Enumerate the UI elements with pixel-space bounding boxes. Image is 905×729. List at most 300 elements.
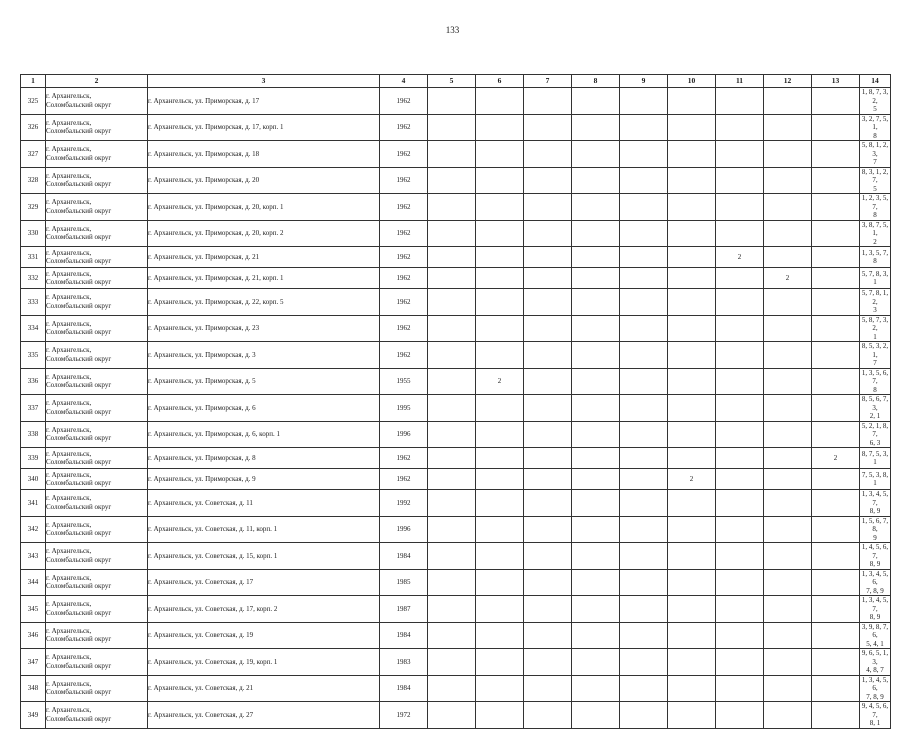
district-cell [46, 88, 148, 115]
district-name: Соломбальский округ [46, 502, 112, 511]
column-header-8: 8 [572, 75, 620, 88]
column-8-cell [572, 88, 620, 115]
column-5-cell [428, 490, 476, 517]
district-city: г. Архангельск, [46, 372, 92, 381]
column-11-cell [716, 675, 764, 702]
column-5-cell [428, 220, 476, 247]
column-6-cell [476, 543, 524, 570]
column-6-cell [476, 194, 524, 221]
column-11-cell [716, 194, 764, 221]
column-14-line-2: 2, 1 [869, 412, 881, 420]
column-9-cell [620, 421, 668, 448]
district-cell [46, 395, 148, 422]
column-12-cell [764, 141, 812, 168]
column-14-line-1: 3, 2, 7, 5, 1, [861, 114, 889, 131]
column-13-cell [812, 141, 860, 168]
column-9-cell [620, 448, 668, 469]
column-12-cell [764, 622, 812, 649]
year-cell: 1992 [380, 490, 428, 517]
column-7-cell [524, 289, 572, 316]
district-city: г. Архангельск, [46, 470, 92, 479]
column-8-cell [572, 289, 620, 316]
year-cell: 1996 [380, 421, 428, 448]
column-9-cell [620, 289, 668, 316]
data-table [20, 74, 891, 729]
column-5-cell [428, 421, 476, 448]
address-cell: г. Архангельск, ул. Приморская, д. 8 [148, 448, 380, 469]
column-10-cell [668, 622, 716, 649]
column-11-cell [716, 289, 764, 316]
column-14-line-1: 5, 7, 8, 1, 2, [861, 289, 889, 306]
column-7-cell [524, 220, 572, 247]
column-6-cell [476, 289, 524, 316]
column-11-cell [716, 448, 764, 469]
column-14-line-2: 9 [873, 533, 877, 542]
district-city: г. Архангельск, [46, 520, 92, 529]
column-11-cell [716, 167, 764, 194]
row-number: 339 [21, 448, 46, 469]
column-6-cell [476, 516, 524, 543]
row-number: 340 [21, 469, 46, 490]
row-number: 328 [21, 167, 46, 194]
column-14-line-1: 1, 3, 4, 5, 6, [861, 569, 889, 586]
column-5-cell [428, 88, 476, 115]
column-5-cell [428, 469, 476, 490]
column-13-cell [812, 220, 860, 247]
district-name: Соломбальский округ [46, 381, 112, 390]
column-header-5: 5 [428, 75, 476, 88]
column-12-cell [764, 88, 812, 115]
district-city: г. Архангельск, [46, 319, 92, 328]
column-9-cell [620, 395, 668, 422]
column-8-cell [572, 596, 620, 623]
column-13-cell [812, 516, 860, 543]
row-number: 336 [21, 368, 46, 395]
district-city: г. Архангельск, [46, 653, 92, 662]
year-cell: 1972 [380, 702, 428, 729]
district-city: г. Архангельск, [46, 269, 92, 278]
column-14-line-1: 9, 6, 5, 1, 3, [861, 649, 889, 666]
column-11-cell [716, 114, 764, 141]
column-13-cell [812, 194, 860, 221]
column-14-cell [860, 88, 891, 115]
table-row [21, 421, 891, 448]
column-8-cell [572, 675, 620, 702]
column-8-cell [572, 342, 620, 369]
row-number: 326 [21, 114, 46, 141]
district-city: г. Архангельск, [46, 626, 92, 635]
column-10-cell [668, 268, 716, 289]
district-cell [46, 490, 148, 517]
column-8-cell [572, 490, 620, 517]
column-11-cell [716, 622, 764, 649]
column-14-line-2: 4, 8, 7 [866, 666, 884, 674]
column-14-line-2: 8, 9 [869, 507, 881, 515]
column-7-cell [524, 702, 572, 729]
address-cell: г. Архангельск, ул. Приморская, д. 6, корп. 1 [148, 421, 380, 448]
district-cell [46, 268, 148, 289]
column-7-cell [524, 675, 572, 702]
table-row [21, 469, 891, 490]
column-header-7: 7 [524, 75, 572, 88]
column-header-6: 6 [476, 75, 524, 88]
column-14-line-1: 1, 4, 5, 6, 7, [861, 543, 889, 560]
column-14-cell [860, 649, 891, 676]
column-14-line-2: 1 [873, 332, 877, 341]
column-7-cell [524, 368, 572, 395]
column-14-cell [860, 194, 891, 221]
district-cell [46, 622, 148, 649]
column-10-cell [668, 220, 716, 247]
column-14-line-1: 9, 4, 5, 6, 7, [861, 702, 889, 719]
row-number: 332 [21, 268, 46, 289]
table-row [21, 315, 891, 342]
column-10-cell [668, 421, 716, 448]
column-7-cell [524, 395, 572, 422]
column-6-cell [476, 569, 524, 596]
table-row [21, 141, 891, 168]
column-9-cell [620, 702, 668, 729]
column-5-cell [428, 675, 476, 702]
column-6-cell [476, 469, 524, 490]
address-cell: г. Архангельск, ул. Советская, д. 19 [148, 622, 380, 649]
column-14-line-2: 7, 8, 9 [866, 692, 884, 701]
column-header-2: 2 [46, 75, 148, 88]
address-cell: г. Архангельск, ул. Приморская, д. 20, корп. 1 [148, 194, 380, 221]
column-14-cell [860, 167, 891, 194]
column-header-14: 14 [860, 75, 891, 88]
column-14-cell [860, 368, 891, 395]
year-cell: 1987 [380, 596, 428, 623]
table-row [21, 194, 891, 221]
row-number: 335 [21, 342, 46, 369]
column-11-cell [716, 649, 764, 676]
column-9-cell [620, 88, 668, 115]
column-10-cell [668, 141, 716, 168]
column-6-cell [476, 622, 524, 649]
column-6-cell [476, 114, 524, 141]
row-number: 344 [21, 569, 46, 596]
column-header-13: 13 [812, 75, 860, 88]
column-10-cell [668, 342, 716, 369]
district-cell [46, 167, 148, 194]
column-5-cell [428, 289, 476, 316]
district-cell [46, 220, 148, 247]
column-9-cell [620, 622, 668, 649]
district-name: Соломбальский округ [46, 479, 112, 487]
year-cell: 1985 [380, 569, 428, 596]
column-7-cell [524, 194, 572, 221]
address-cell: г. Архангельск, ул. Приморская, д. 5 [148, 368, 380, 395]
column-10-cell [668, 247, 716, 268]
column-13-cell [812, 315, 860, 342]
column-14-cell [860, 421, 891, 448]
row-number: 348 [21, 675, 46, 702]
address-cell: г. Архангельск, ул. Приморская, д. 3 [148, 342, 380, 369]
year-cell: 1996 [380, 516, 428, 543]
table-row [21, 448, 891, 469]
district-name: Соломбальский округ [46, 206, 112, 215]
column-10-cell [668, 368, 716, 395]
column-10-cell [668, 702, 716, 729]
column-header-11: 11 [716, 75, 764, 88]
column-5-cell [428, 342, 476, 369]
column-12-cell [764, 469, 812, 490]
district-name: Соломбальский округ [46, 257, 112, 265]
column-9-cell [620, 368, 668, 395]
column-9-cell [620, 194, 668, 221]
year-cell: 1962 [380, 88, 428, 115]
district-cell [46, 675, 148, 702]
column-11-cell [716, 368, 764, 395]
column-7-cell [524, 421, 572, 448]
column-5-cell [428, 649, 476, 676]
column-14-line-2: 8 [873, 131, 877, 140]
district-name: Соломбальский округ [46, 127, 112, 136]
column-14-cell [860, 469, 891, 490]
column-14-line-2: 6, 3 [869, 438, 881, 447]
district-cell [46, 543, 148, 570]
address-cell: г. Архангельск, ул. Приморская, д. 22, корп. 5 [148, 289, 380, 316]
column-6-cell [476, 649, 524, 676]
column-7-cell [524, 268, 572, 289]
column-14-line-1: 3, 8, 7, 5, 1, [861, 220, 889, 237]
district-cell [46, 368, 148, 395]
district-name: Соломбальский округ [46, 608, 112, 617]
column-6-cell [476, 675, 524, 702]
column-header-1: 1 [21, 75, 46, 88]
district-name: Соломбальский округ [46, 354, 112, 363]
table-row [21, 247, 891, 268]
column-8-cell [572, 448, 620, 469]
column-8-cell [572, 315, 620, 342]
year-cell: 1984 [380, 622, 428, 649]
address-cell: г. Архангельск, ул. Приморская, д. 21, корп. 1 [148, 268, 380, 289]
column-10-cell [668, 569, 716, 596]
district-name: Соломбальский округ [46, 688, 112, 697]
column-13-cell [812, 675, 860, 702]
district-city: г. Архангельск, [46, 248, 92, 257]
address-cell: г. Архангельск, ул. Приморская, д. 17 [148, 88, 380, 115]
column-8-cell [572, 543, 620, 570]
column-5-cell [428, 569, 476, 596]
column-8-cell [572, 469, 620, 490]
column-8-cell [572, 167, 620, 194]
column-11-cell [716, 490, 764, 517]
column-13-cell [812, 622, 860, 649]
column-11-cell [716, 315, 764, 342]
column-6-cell [476, 395, 524, 422]
column-14-line-1: 8, 5, 6, 7, 3, [861, 395, 889, 412]
district-name: Соломбальский округ [46, 233, 112, 242]
address-cell: г. Архангельск, ул. Приморская, д. 21 [148, 247, 380, 268]
column-8-cell [572, 649, 620, 676]
column-14-cell [860, 315, 891, 342]
column-10-cell [668, 315, 716, 342]
row-number: 329 [21, 194, 46, 221]
column-6-cell [476, 141, 524, 168]
column-5-cell [428, 622, 476, 649]
column-5-cell [428, 448, 476, 469]
column-8-cell [572, 220, 620, 247]
year-cell: 1962 [380, 141, 428, 168]
column-5-cell [428, 315, 476, 342]
district-name: Соломбальский округ [46, 582, 112, 591]
table-row [21, 543, 891, 570]
district-name: Соломбальский округ [46, 555, 112, 564]
row-number: 341 [21, 490, 46, 517]
district-city: г. Архангельск, [46, 449, 92, 458]
year-cell: 1984 [380, 675, 428, 702]
column-14-line-2: 8, 9 [869, 613, 881, 621]
year-cell: 1962 [380, 167, 428, 194]
column-12-cell [764, 569, 812, 596]
column-12-cell [764, 448, 812, 469]
column-8-cell [572, 569, 620, 596]
column-14-line-1: 5, 2, 1, 8, 7, [861, 421, 889, 438]
district-cell [46, 649, 148, 676]
column-13-cell [812, 289, 860, 316]
column-13-cell [812, 342, 860, 369]
year-cell: 1955 [380, 368, 428, 395]
column-14-cell [860, 448, 891, 469]
column-8-cell [572, 395, 620, 422]
column-14-line-2: 2 [873, 237, 877, 246]
column-7-cell [524, 649, 572, 676]
column-12-cell [764, 596, 812, 623]
column-6-cell [476, 596, 524, 623]
column-14-cell [860, 596, 891, 623]
column-9-cell [620, 469, 668, 490]
column-12-cell [764, 247, 812, 268]
column-13-cell [812, 268, 860, 289]
district-name: Соломбальский округ [46, 529, 112, 538]
address-cell: г. Архангельск, ул. Приморская, д. 20 [148, 167, 380, 194]
column-14-cell [860, 516, 891, 543]
table-row [21, 268, 891, 289]
column-7-cell [524, 543, 572, 570]
district-cell [46, 141, 148, 168]
column-14-line-2: 7, 8, 9 [866, 586, 884, 595]
column-14-cell [860, 268, 891, 289]
column-5-cell [428, 194, 476, 221]
district-city: г. Архангельск, [46, 399, 92, 408]
district-city: г. Архангельск, [46, 198, 92, 207]
column-14-line-1: 1, 3, 5, 6, 7, [861, 368, 889, 385]
column-header-9: 9 [620, 75, 668, 88]
column-10-cell [668, 490, 716, 517]
row-number: 330 [21, 220, 46, 247]
header-row [21, 75, 891, 88]
column-14-cell [860, 342, 891, 369]
column-14-cell [860, 395, 891, 422]
column-11-cell [716, 220, 764, 247]
row-number: 347 [21, 649, 46, 676]
table-row [21, 490, 891, 517]
column-12-cell [764, 167, 812, 194]
column-12-cell [764, 220, 812, 247]
column-14-cell [860, 702, 891, 729]
column-5-cell [428, 596, 476, 623]
column-14-cell [860, 569, 891, 596]
column-14-cell [860, 114, 891, 141]
district-city: г. Архангельск, [46, 679, 92, 688]
column-9-cell [620, 649, 668, 676]
column-12-cell [764, 543, 812, 570]
column-7-cell [524, 114, 572, 141]
address-cell: г. Архангельск, ул. Советская, д. 21 [148, 675, 380, 702]
table-row [21, 88, 891, 115]
column-12-cell [764, 342, 812, 369]
address-cell: г. Архангельск, ул. Приморская, д. 20, корп. 2 [148, 220, 380, 247]
year-cell: 1962 [380, 220, 428, 247]
column-7-cell [524, 247, 572, 268]
column-12-cell [764, 114, 812, 141]
column-14-line-1: 5, 8, 1, 2, 3, [861, 141, 889, 158]
address-cell: г. Архангельск, ул. Советская, д. 17 [148, 569, 380, 596]
column-14-cell [860, 622, 891, 649]
district-name: Соломбальский округ [46, 301, 112, 310]
column-14-line-2: 7 [873, 359, 877, 367]
column-9-cell [620, 490, 668, 517]
column-10-cell [668, 596, 716, 623]
row-number: 338 [21, 421, 46, 448]
column-9-cell [620, 268, 668, 289]
column-5-cell [428, 516, 476, 543]
row-number: 334 [21, 315, 46, 342]
column-9-cell [620, 596, 668, 623]
district-cell [46, 702, 148, 729]
column-6-cell [476, 342, 524, 369]
district-cell [46, 448, 148, 469]
column-10-cell [668, 114, 716, 141]
district-city: г. Архангельск, [46, 494, 92, 503]
column-10-cell [668, 88, 716, 115]
column-9-cell [620, 315, 668, 342]
row-number: 325 [21, 88, 46, 115]
column-5-cell [428, 368, 476, 395]
column-10-cell [668, 516, 716, 543]
column-11-cell [716, 395, 764, 422]
column-12-cell [764, 194, 812, 221]
column-14-line-1: 8, 7, 5, 3, 1 [861, 449, 889, 466]
table-row [21, 516, 891, 543]
table-body [21, 88, 891, 729]
row-number: 331 [21, 247, 46, 268]
district-city: г. Архангельск, [46, 547, 92, 556]
column-12-cell [764, 368, 812, 395]
column-6-cell [476, 88, 524, 115]
column-7-cell [524, 469, 572, 490]
column-13-cell [812, 114, 860, 141]
district-name: Соломбальский округ [46, 458, 112, 466]
year-cell: 1962 [380, 342, 428, 369]
column-9-cell [620, 247, 668, 268]
column-6-cell [476, 490, 524, 517]
column-14-line-1: 1, 5, 6, 7, 8, [861, 516, 889, 533]
column-10-cell [668, 448, 716, 469]
column-6-cell [476, 220, 524, 247]
table-row [21, 675, 891, 702]
address-cell: г. Архангельск, ул. Приморская, д. 17, корп. 1 [148, 114, 380, 141]
row-number: 327 [21, 141, 46, 168]
column-14-line-1: 1, 3, 5, 7, 8 [861, 248, 889, 265]
column-10-cell [668, 289, 716, 316]
column-6-cell [476, 702, 524, 729]
column-10-cell: 2 [668, 469, 716, 490]
district-city: г. Архангельск, [46, 171, 92, 180]
column-9-cell [620, 569, 668, 596]
